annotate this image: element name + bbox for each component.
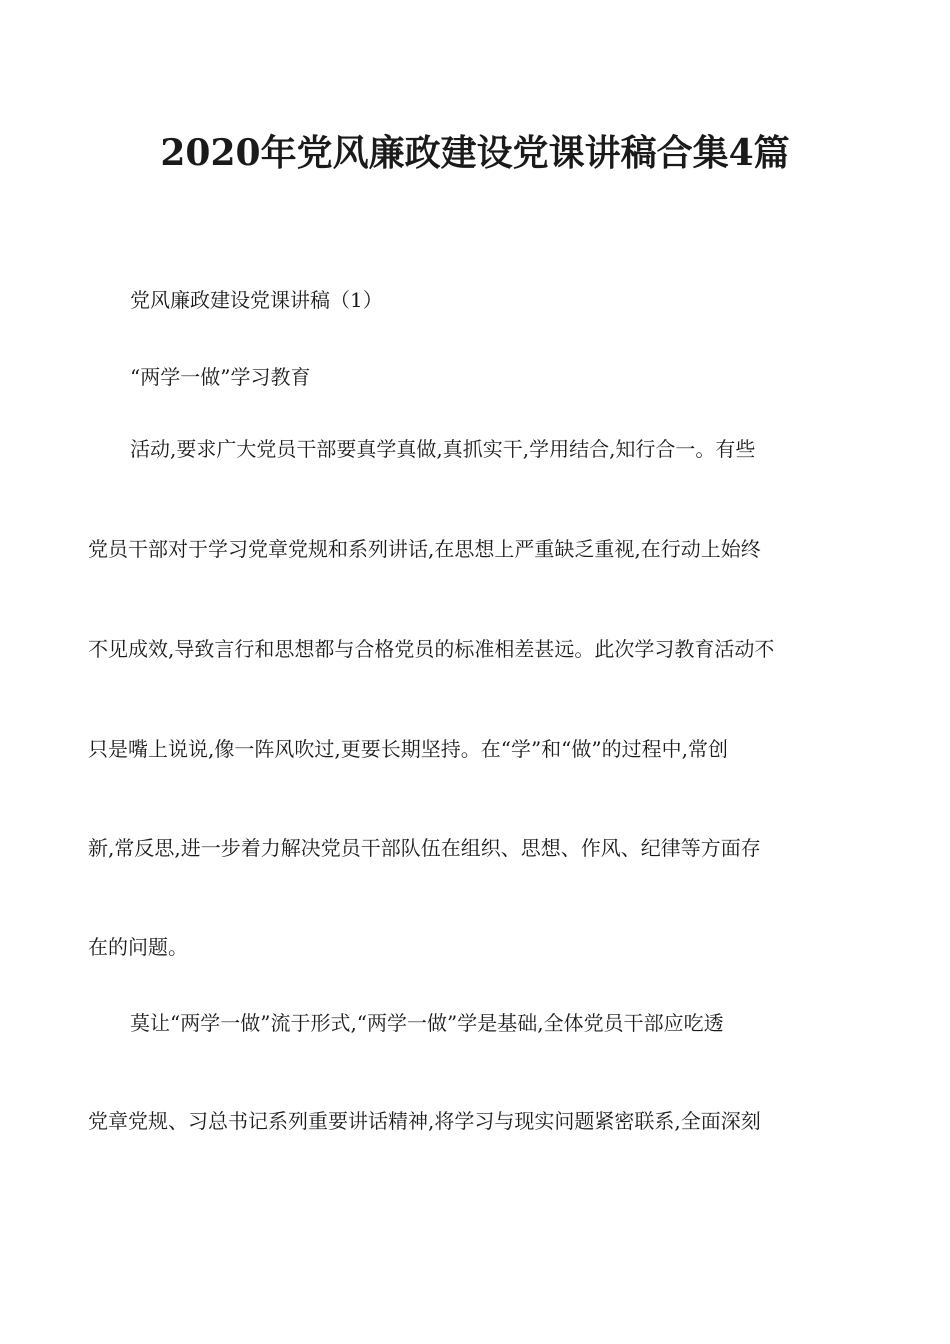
document-title: 2020年党风廉政建设党课讲稿合集4篇 (160, 132, 790, 174)
paragraph-line: 不见成效,导致言行和思想都与合格党员的标准相差甚远。此次学习教育活动不 (88, 637, 775, 661)
paragraph-line: 莫让“两学一做”流于形式,“两学一做”学是基础,全体党员干部应吃透 (130, 1011, 724, 1035)
section-heading: 党风廉政建设党课讲稿（1） (130, 288, 383, 312)
paragraph-line: 只是嘴上说说,像一阵风吹过,更要长期坚持。在“学”和“做”的过程中,常创 (88, 737, 728, 761)
paragraph-line: 党员干部对于学习党章党规和系列讲话,在思想上严重缺乏重视,在行动上始终 (88, 537, 761, 561)
paragraph-line: 活动,要求广大党员干部要真学真做,真抓实干,学用结合,知行合一。有些 (130, 437, 756, 461)
paragraph-line: “两学一做”学习教育 (130, 365, 311, 389)
paragraph-line: 在的问题。 (88, 935, 188, 959)
paragraph-line: 新,常反思,进一步着力解决党员干部队伍在组织、思想、作风、纪律等方面存 (88, 836, 761, 860)
paragraph-line: 党章党规、习总书记系列重要讲话精神,将学习与现实问题紧密联系,全面深刻 (88, 1109, 761, 1133)
